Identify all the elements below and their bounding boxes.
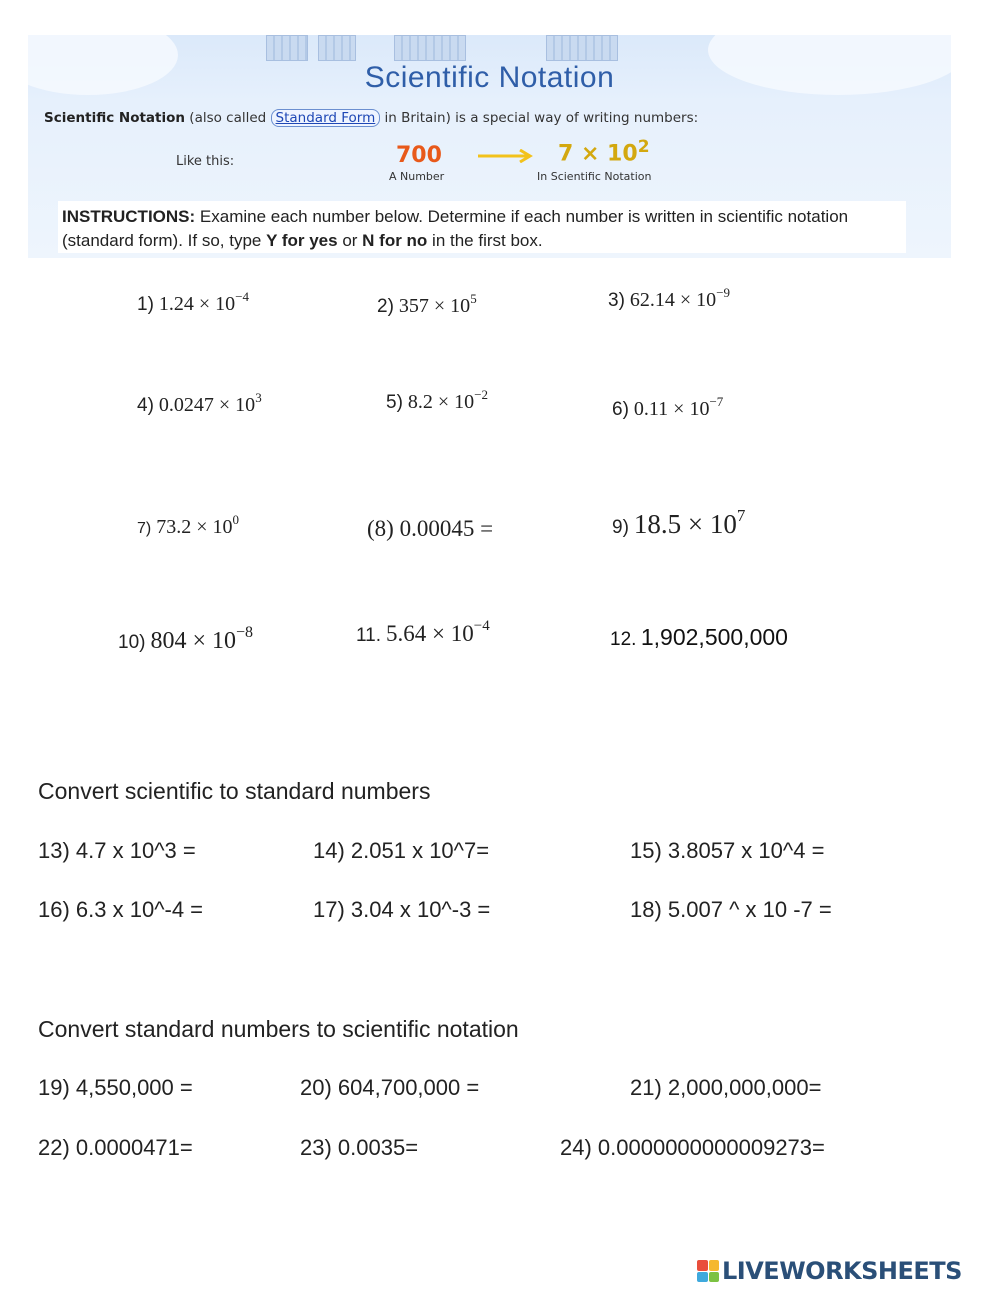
intro-bold: Scientific Notation <box>44 110 186 126</box>
instructions-box <box>58 201 906 253</box>
logo-icon <box>697 1260 719 1282</box>
problem-item <box>612 506 745 540</box>
problem-label: 6) <box>612 399 629 420</box>
example-sci-base: 7 × 10 <box>558 141 638 167</box>
problem-item <box>137 289 249 316</box>
question-item: 15) 3.8057 x 10^4 = <box>630 838 825 863</box>
question-item: 24) 0.0000000000009273= <box>560 1135 825 1160</box>
problem-exp: 3 <box>255 390 262 405</box>
problem-base: 1.24 × 10 <box>158 293 236 315</box>
question-item: 17) 3.04 x 10^-3 = <box>313 897 491 922</box>
problem-base: 357 × 10 <box>398 295 471 317</box>
problem-item <box>118 624 253 655</box>
problem-exp: 0 <box>232 512 240 527</box>
question-item: 23) 0.0035= <box>300 1135 419 1160</box>
logo-text: LIVEWORKSHEETS <box>722 1257 962 1285</box>
instructions-yes: Y for yes <box>266 231 338 250</box>
question-item: 21) 2,000,000,000= <box>630 1075 822 1100</box>
like-this-label: Like this: <box>176 154 235 169</box>
problem-exp: −2 <box>474 387 489 402</box>
problem-base: 18.5 × 10 <box>633 509 737 539</box>
problem-base: 0.00045 = <box>399 516 494 541</box>
building-decoration <box>318 35 356 61</box>
question-item: 19) 4,550,000 = <box>38 1075 193 1100</box>
problem-exp: −4 <box>473 618 490 634</box>
problem-base: 8.2 × 10 <box>407 391 475 413</box>
problem-item <box>356 618 490 647</box>
section-heading: Convert scientific to standard numbers <box>38 778 431 804</box>
problem-item <box>612 394 723 421</box>
problem-label: 1) <box>137 294 154 315</box>
problem-label: 12. <box>610 629 637 650</box>
example-number: 700 <box>396 143 442 168</box>
example-scientific <box>558 137 650 166</box>
problem-label: 5) <box>386 392 403 413</box>
problem-exp: 7 <box>736 506 746 525</box>
problem-exp: 5 <box>470 291 477 306</box>
problem-base: 0.11 × 10 <box>633 398 710 420</box>
problem-item <box>377 291 477 318</box>
example-scientific-caption: In Scientific Notation <box>537 170 652 183</box>
problem-base: 62.14 × 10 <box>629 289 717 311</box>
building-decoration <box>394 35 466 61</box>
building-decoration <box>266 35 308 61</box>
problem-base: 0.0247 × 10 <box>158 394 256 416</box>
question-item: 13) 4.7 x 10^3 = <box>38 838 196 863</box>
instructions-no: N for no <box>362 231 428 250</box>
problem-label: 7) <box>137 520 152 537</box>
instructions-or: or <box>337 231 363 250</box>
intro-post: in Britain) is a special way of writing numbers: <box>380 110 699 126</box>
example-number-caption: A Number <box>389 170 445 183</box>
instructions-label: INSTRUCTIONS: <box>62 207 196 226</box>
problem-base: 73.2 × 10 <box>156 516 233 538</box>
problem-base: 804 × 10 <box>150 628 237 654</box>
problem-label: 4) <box>137 395 154 416</box>
problem-label: 3) <box>608 290 625 311</box>
problem-item <box>386 387 488 414</box>
problem-base: 5.64 × 10 <box>386 621 474 646</box>
section-heading: Convert standard numbers to scientific notation <box>38 1016 519 1042</box>
liveworksheets-logo[interactable] <box>697 1255 962 1287</box>
problem-item <box>137 512 239 539</box>
standard-form-link[interactable]: Standard Form <box>271 109 381 127</box>
problem-item <box>608 285 730 312</box>
instructions-text <box>62 205 907 253</box>
question-item: 22) 0.0000471= <box>38 1135 193 1160</box>
problem-exp: −4 <box>235 289 250 304</box>
problem-item <box>137 390 262 417</box>
problem-item <box>367 516 493 542</box>
building-decoration <box>546 35 618 61</box>
question-item: 18) 5.007 ^ x 10 -7 = <box>630 897 832 922</box>
question-item: 14) 2.051 x 10^7= <box>313 838 490 863</box>
problem-label: 11. <box>356 625 382 646</box>
problem-item <box>610 624 788 651</box>
problem-exp: −9 <box>716 285 731 300</box>
page-title: Scientific Notation <box>364 61 615 94</box>
problem-label: 10) <box>118 632 146 653</box>
header-banner <box>28 35 951 258</box>
problem-exp: −8 <box>236 624 254 641</box>
instructions-end: in the first box. <box>427 231 543 250</box>
instructions-part1: Examine each number below. Determine if each number is written in scientific notation (standard form). If so, type <box>62 207 849 250</box>
problem-label: (8) <box>367 516 394 541</box>
question-item: 16) 6.3 x 10^-4 = <box>38 897 204 922</box>
example-sci-exp: 2 <box>637 137 650 157</box>
intro-text <box>44 109 698 127</box>
question-item: 20) 604,700,000 = <box>300 1075 480 1100</box>
problem-exp: −7 <box>709 394 724 409</box>
arrow-right-icon <box>478 149 538 163</box>
problem-label: 2) <box>377 296 394 317</box>
problem-label: 9) <box>612 517 629 538</box>
problem-base: 1,902,500,000 <box>640 624 788 650</box>
intro-pre: (also called <box>185 110 271 126</box>
